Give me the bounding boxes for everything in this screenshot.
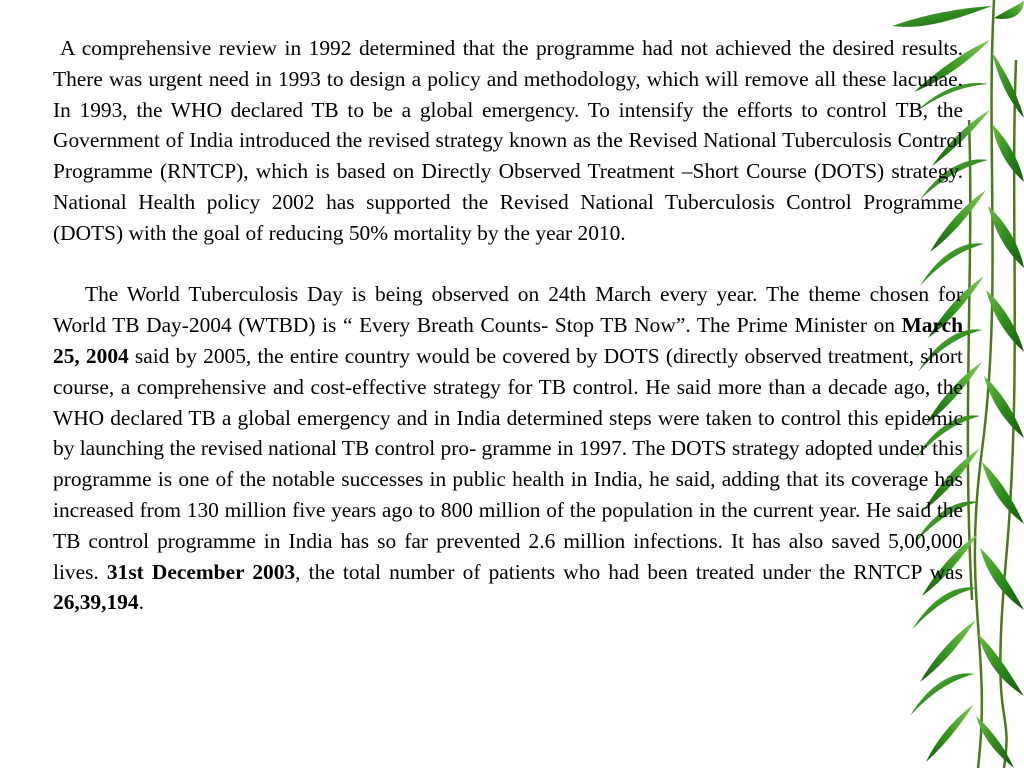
date-31st-december-2003: 31st December 2003: [106, 559, 296, 584]
paragraph-2-part-1: The World Tuberculosis Day is being observed on 24th March every year. The theme chosen for World TB Day-2004 (WTBD) is “ Every Breath Counts- Stop TB Now”. The Prime Minister on: [53, 282, 963, 338]
patient-count: 26,39,194: [53, 590, 139, 615]
slide-body: [53, 33, 963, 618]
paragraph-1: A comprehensive review in 1992 determined that the programme had not achieved the desired results. There was urgent need in 1993 to design a policy and methodology, which will remove all these lacunae. In 1993, the WHO declared TB to be a global emergency. To intensify the efforts to control TB, the Government of India introduced the revised strategy known as the Revised National Tuberculosis Control Programme (RNTCP), which is based on Directly Observed Treatment –Short Course (DOTS) strategy. National Health policy 2002 has supported the Revised National Tuberculosis Control Programme (DOTS) with the goal of reducing 50% mortality by the year 2010.: [53, 36, 963, 245]
paragraph-2-part-2: said by 2005, the entire country would be covered by DOTS (directly observed treatment, short course, a comprehensive and cost-effective strategy for TB control. He said more than a decade ago, the WHO declared TB a global emergency and in India determined steps were taken to control this epidemic by launching the revised national TB control pro- gramme in 1997. The DOTS strategy adopted under this programme is one of the notable successes in public health in India, he said, adding that its coverage has increased from 130 million five years ago to 800 million of the population in the current year. He said the TB control programme in India has so far prevented 2.6 million infections. It has also saved 5,00,000 lives.: [53, 343, 963, 584]
date-march-25-2004: March 25, 2004: [53, 313, 963, 368]
paragraph-2-part-4: .: [138, 590, 144, 615]
paragraph-2: [53, 279, 963, 618]
paragraph-2-part-3: , the total number of patients who had been treated under the RNTCP was: [295, 559, 963, 584]
